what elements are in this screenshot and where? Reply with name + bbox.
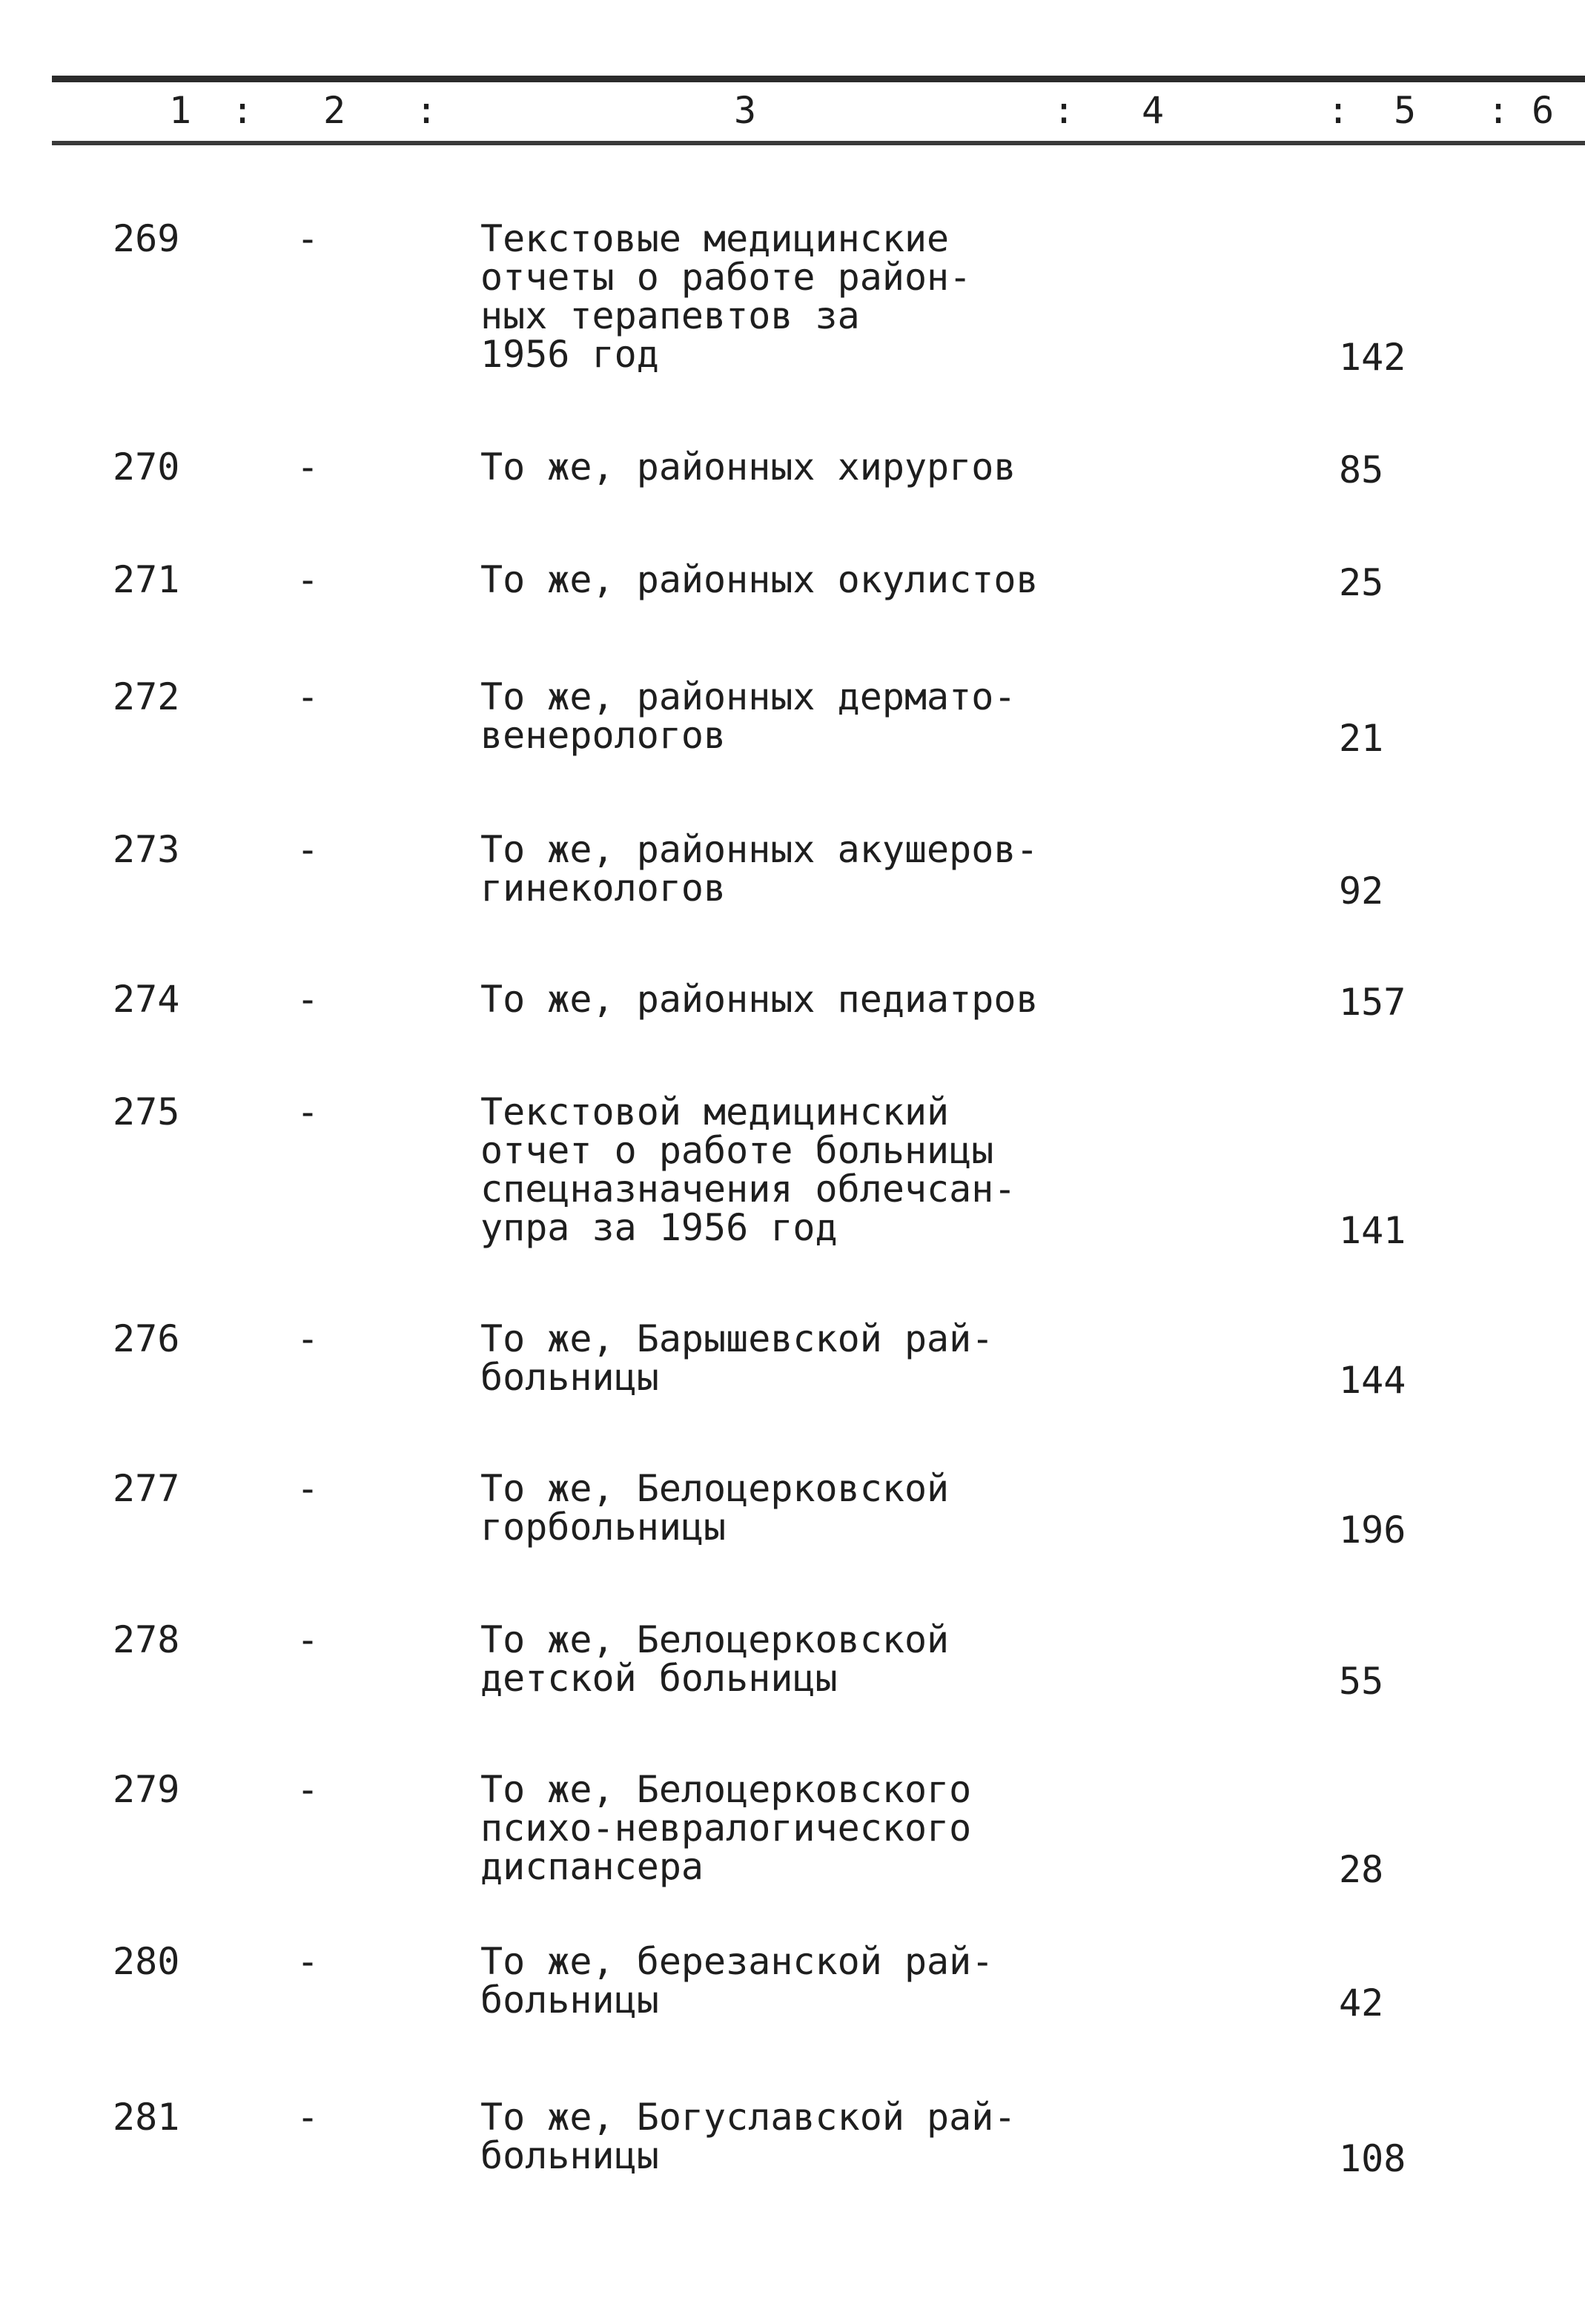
item-description-line: больницы	[480, 1979, 659, 2022]
item-description-line: То же, районных дермато-	[480, 675, 1016, 718]
item-number: 269	[113, 217, 180, 260]
item-mark: -	[297, 675, 320, 718]
item-description-line: отчет о работе больницы	[480, 1129, 994, 1172]
item-description	[480, 980, 1088, 1019]
item-description-line: ных терапевтов за	[480, 294, 860, 337]
item-description	[480, 1940, 1088, 2022]
item-description	[480, 1467, 1088, 1549]
item-description-line: горбольницы	[480, 1506, 727, 1549]
item-mark: -	[297, 446, 320, 489]
item-description-line: То же, районных педиатров	[480, 978, 1039, 1021]
item-description	[480, 828, 1088, 910]
item-description-line: То же, Белоцерковской	[480, 1467, 950, 1510]
item-description-line: То же, березанской рай-	[480, 1940, 994, 1983]
item-description-line: больницы	[480, 1356, 659, 1399]
column-separator: :	[415, 89, 438, 132]
column-header-4: 4	[1142, 89, 1165, 132]
item-description-line: детской больницы	[480, 1657, 838, 1700]
item-sheet-count: 92	[1339, 870, 1384, 913]
item-mark: -	[297, 1090, 320, 1133]
item-number: 279	[113, 1768, 180, 1811]
item-description-line: венерологов	[480, 714, 727, 757]
column-separator: :	[1487, 89, 1510, 132]
item-description-line: отчеты о работе район-	[480, 256, 972, 299]
column-header	[0, 85, 1585, 136]
item-sheet-count: 28	[1339, 1848, 1384, 1891]
item-sheet-count: 42	[1339, 1982, 1384, 2025]
item-description-line: То же, Белоцерковского	[480, 1768, 972, 1811]
item-mark: -	[297, 1768, 320, 1811]
item-description	[480, 219, 1088, 374]
item-number: 280	[113, 1940, 180, 1983]
column-header-6: 6	[1532, 89, 1555, 132]
item-description-line: Текстовой медицинский	[480, 1090, 950, 1133]
item-number: 278	[113, 1618, 180, 1661]
item-sheet-count: 157	[1339, 981, 1406, 1024]
item-description	[480, 446, 1088, 489]
item-number: 277	[113, 1467, 180, 1510]
column-header-3: 3	[734, 89, 757, 132]
column-header-2: 2	[323, 89, 346, 132]
item-description-line: больницы	[480, 2134, 659, 2177]
item-description-line: психо-невралогического	[480, 1807, 972, 1850]
item-description	[480, 1770, 1088, 1886]
item-number: 275	[113, 1090, 180, 1133]
item-sheet-count: 142	[1339, 336, 1406, 379]
item-description	[480, 675, 1088, 757]
column-header-5: 5	[1394, 89, 1417, 132]
item-number: 281	[113, 2096, 180, 2139]
item-number: 271	[113, 558, 180, 601]
item-number: 276	[113, 1317, 180, 1360]
item-description-line: То же, районных хирургов	[480, 446, 1016, 489]
item-description-line: То же, Белоцерковской	[480, 1618, 950, 1661]
item-description	[480, 1620, 1088, 1698]
item-sheet-count: 196	[1339, 1509, 1406, 1552]
item-sheet-count: 108	[1339, 2137, 1406, 2180]
item-mark: -	[297, 1467, 320, 1510]
item-mark: -	[297, 828, 320, 871]
column-separator: :	[1053, 89, 1076, 132]
item-description-line: То же, Барышевской рай-	[480, 1317, 994, 1360]
item-description	[480, 1317, 1088, 1399]
item-description-line: упра за 1956 год	[480, 1206, 838, 1249]
item-description-line: 1956 год	[480, 333, 659, 376]
item-sheet-count: 144	[1339, 1359, 1406, 1402]
header-top-rule	[52, 76, 1585, 82]
item-mark: -	[297, 1618, 320, 1661]
item-mark: -	[297, 217, 320, 260]
item-mark: -	[297, 558, 320, 601]
item-description	[480, 2098, 1088, 2175]
item-description-line: Текстовые медицинские	[480, 217, 950, 260]
column-separator: :	[1327, 89, 1350, 132]
item-sheet-count: 25	[1339, 561, 1384, 604]
item-description-line: То же, районных акушеров-	[480, 828, 1039, 871]
item-mark: -	[297, 2096, 320, 2139]
item-number: 273	[113, 828, 180, 871]
item-sheet-count: 141	[1339, 1209, 1406, 1252]
item-mark: -	[297, 1940, 320, 1983]
item-description	[480, 1090, 1088, 1249]
item-description	[480, 560, 1088, 599]
item-sheet-count: 55	[1339, 1660, 1384, 1703]
item-description-line: спецназначения облечсан-	[480, 1168, 1016, 1211]
header-bottom-rule	[52, 141, 1585, 145]
item-description-line: То же, районных окулистов	[480, 558, 1039, 601]
item-number: 274	[113, 978, 180, 1021]
item-mark: -	[297, 978, 320, 1021]
item-description-line: гинекологов	[480, 867, 727, 910]
item-sheet-count: 21	[1339, 717, 1384, 760]
item-description-line: диспансера	[480, 1845, 704, 1888]
item-number: 272	[113, 675, 180, 718]
column-header-1: 1	[169, 89, 192, 132]
column-separator: :	[231, 89, 254, 132]
item-sheet-count: 85	[1339, 448, 1384, 491]
item-description-line: То же, Богуславской рай-	[480, 2096, 1016, 2139]
item-mark: -	[297, 1317, 320, 1360]
item-number: 270	[113, 446, 180, 489]
